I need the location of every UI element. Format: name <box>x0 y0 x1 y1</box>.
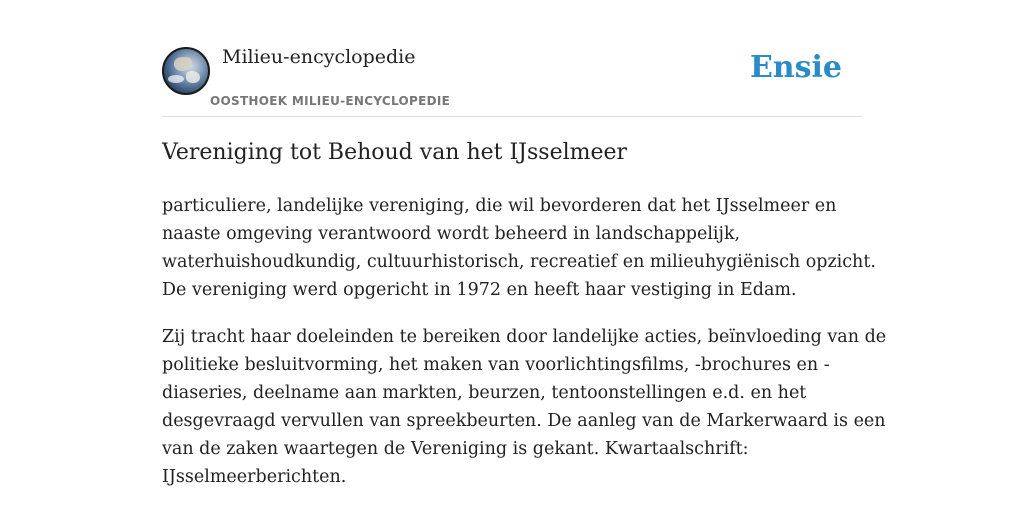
paragraph-line: diaseries, deelname aan markten, beurzen, tentoonstellingen e.d. en het <box>162 383 807 403</box>
paragraph-line: van de zaken waartegen de Vereniging is gekant. Kwartaalschrift: <box>162 439 749 459</box>
earth-globe-icon[interactable] <box>162 47 210 95</box>
paragraph-line: desgevraagd vervullen van spreekbeurten. De aanleg van de Markerwaard is een <box>162 411 886 431</box>
paragraph-line: waterhuishoudkundig, cultuurhistorisch, recreatief en milieuhygiënisch opzicht. <box>162 252 876 272</box>
globe-land-shape <box>174 57 192 71</box>
paragraph-line: naaste omgeving verantwoord wordt beheerd in landschappelijk, <box>162 224 741 244</box>
paragraph-line: Zij tracht haar doeleinden te bereiken door landelijke acties, beïnvloeding van de <box>162 327 887 347</box>
article-title: Vereniging tot Behoud van het IJsselmeer <box>162 140 628 165</box>
site-title[interactable]: Milieu-encyclopedie <box>222 46 416 68</box>
article-paragraph <box>162 323 887 491</box>
article-paragraph <box>162 192 876 304</box>
site-subtitle[interactable]: OOSTHOEK MILIEU-ENCYCLOPEDIE <box>210 94 451 108</box>
paragraph-line: De vereniging werd opgericht in 1972 en heeft haar vestiging in Edam. <box>162 280 797 300</box>
paragraph-line: IJsselmeerberichten. <box>162 467 347 487</box>
globe-cloud-shape <box>168 75 184 83</box>
brand-logo[interactable]: Ensie <box>749 50 842 85</box>
paragraph-line: particuliere, landelijke vereniging, die wil bevorderen dat het IJsselmeer en <box>162 196 837 216</box>
paragraph-line: politieke besluitvorming, het maken van voorlichtingsfilms, -brochures en - <box>162 355 830 375</box>
globe-land-shape <box>186 71 200 83</box>
header <box>162 44 862 117</box>
